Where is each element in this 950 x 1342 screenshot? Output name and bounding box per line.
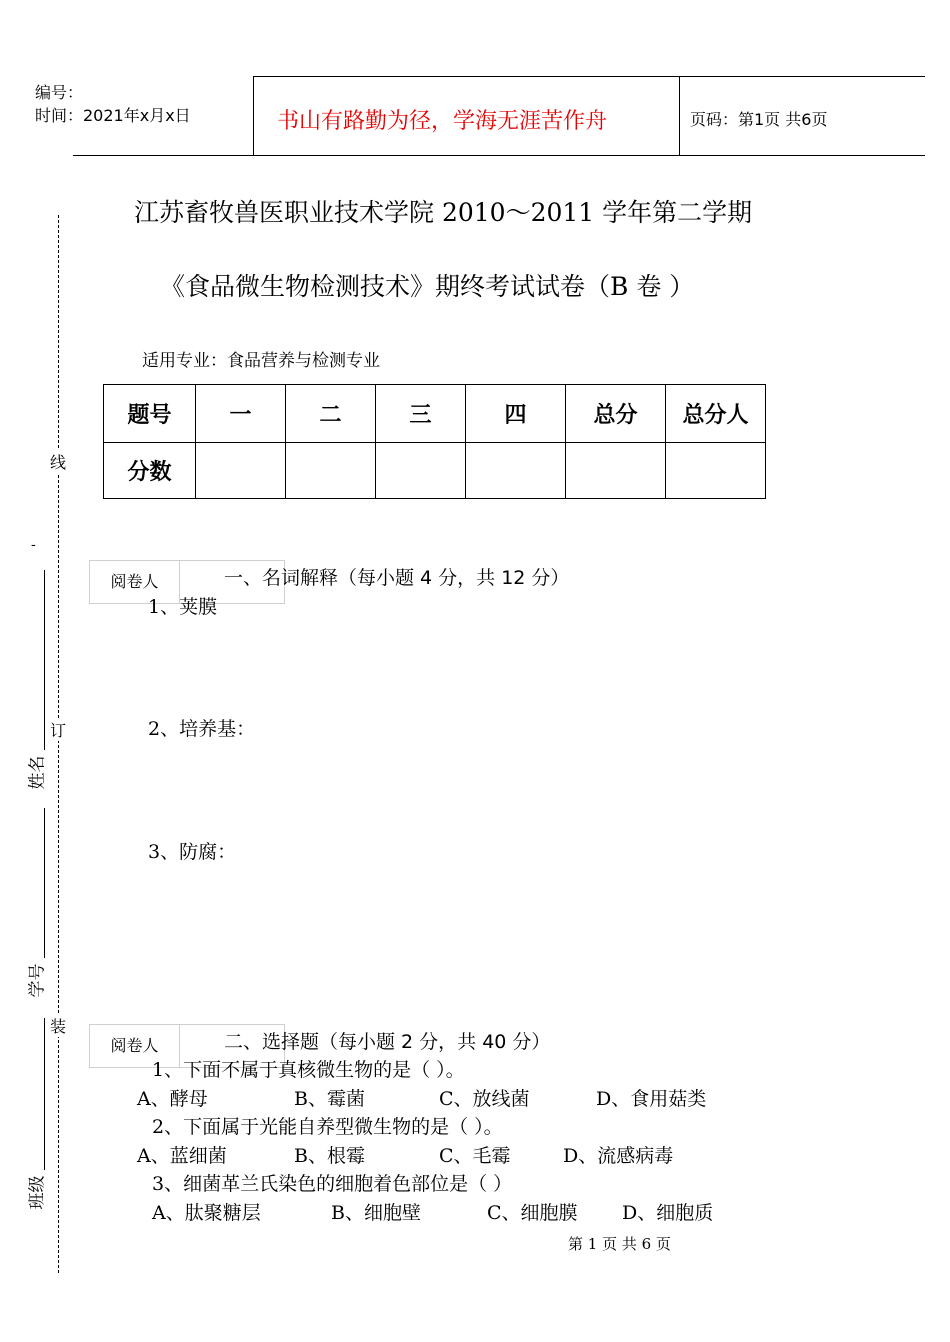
score-table-cell-4: 四 — [466, 385, 566, 443]
student-no-label: 学号 — [27, 963, 48, 998]
header-top-rule — [253, 76, 925, 77]
score-table-cell-total: 总分 — [566, 385, 666, 443]
section1-item-3: 3、防腐： — [148, 841, 237, 863]
header-time-label: 时间：2021年x月x日 — [35, 106, 191, 125]
reviewer-label: 阅卷人 — [90, 1025, 180, 1067]
binding-mark-xian: 线 — [50, 450, 66, 473]
question-1-option-b: B、霉菌 — [294, 1088, 365, 1110]
section1-title: 一、名词解释（每小题 4 分，共 12 分） — [224, 567, 570, 589]
header-bottom-rule — [73, 155, 925, 156]
applicable-major: 适用专业：食品营养与检测专业 — [142, 351, 380, 371]
score-table-cell-1: 一 — [196, 385, 286, 443]
question-2-option-a: A、蓝细菌 — [137, 1145, 227, 1167]
score-cell[interactable] — [466, 443, 566, 499]
question-1-option-d: D、食用菇类 — [596, 1088, 707, 1110]
score-table-cell-3: 三 — [376, 385, 466, 443]
binding-mark-zhuang: 装 — [50, 1014, 66, 1037]
section2-title: 二、选择题（每小题 2 分，共 40 分） — [224, 1031, 551, 1053]
score-cell[interactable] — [196, 443, 286, 499]
header-motto: 书山有路勤为径，学海无涯苦作舟 — [277, 109, 608, 134]
score-table-score-row — [104, 443, 766, 499]
question-3: 3、细菌革兰氏染色的细胞着色部位是（ ） — [152, 1173, 513, 1195]
score-cell[interactable] — [566, 443, 666, 499]
question-1-option-c: C、放线菌 — [439, 1088, 530, 1110]
binding-mark-ding: 订 — [50, 718, 66, 741]
score-cell[interactable] — [286, 443, 376, 499]
question-2: 2、下面属于光能自养型微生物的是（ ）。 — [152, 1116, 503, 1138]
section1-item-1: 1、荚膜 — [148, 596, 218, 618]
score-table-cell-question-no: 题号 — [104, 385, 196, 443]
student-no-fill-line[interactable] — [44, 808, 45, 958]
score-table-cell-2: 二 — [286, 385, 376, 443]
question-2-option-d: D、流感病毒 — [563, 1145, 674, 1167]
class-label: 班级 — [27, 1175, 48, 1210]
header-divider-left — [253, 76, 254, 156]
question-1: 1、下面不属于真核微生物的是（ ）。 — [152, 1059, 465, 1081]
question-3-option-c: C、细胞膜 — [487, 1202, 578, 1224]
question-2-option-c: C、毛霉 — [439, 1145, 511, 1167]
binding-dashed-line — [58, 215, 59, 1273]
name-fill-line[interactable] — [44, 570, 45, 750]
page-footer: 第 1 页 共 6 页 — [568, 1235, 671, 1253]
score-table-header-row — [104, 385, 766, 443]
question-2-option-b: B、根霉 — [294, 1145, 365, 1167]
score-cell[interactable] — [666, 443, 766, 499]
header-page-info: 页码：第1页 共6页 — [690, 110, 828, 129]
section1-item-2: 2、培养基： — [148, 718, 256, 740]
header-divider-right — [679, 76, 680, 156]
question-3-option-d: D、细胞质 — [622, 1202, 714, 1224]
question-3-option-b: B、细胞壁 — [331, 1202, 421, 1224]
name-label: 姓名 — [27, 755, 48, 790]
header-number-label: 编号： — [35, 83, 84, 102]
class-fill-line[interactable] — [44, 1018, 45, 1170]
question-1-option-a: A、酵母 — [137, 1088, 208, 1110]
score-table-cell-scorer: 总分人 — [666, 385, 766, 443]
binding-dash-mark: - — [31, 537, 36, 553]
reviewer-label: 阅卷人 — [90, 561, 180, 603]
question-3-option-a: A、肽聚糖层 — [152, 1202, 261, 1224]
score-table-score-label: 分数 — [104, 443, 196, 499]
exam-title-line1: 江苏畜牧兽医职业技术学院 2010～2011 学年第二学期 — [134, 198, 753, 227]
score-table — [103, 384, 766, 499]
score-cell[interactable] — [376, 443, 466, 499]
exam-title-line2: 《食品微生物检测技术》期终考试试卷（B 卷 ） — [160, 272, 695, 301]
